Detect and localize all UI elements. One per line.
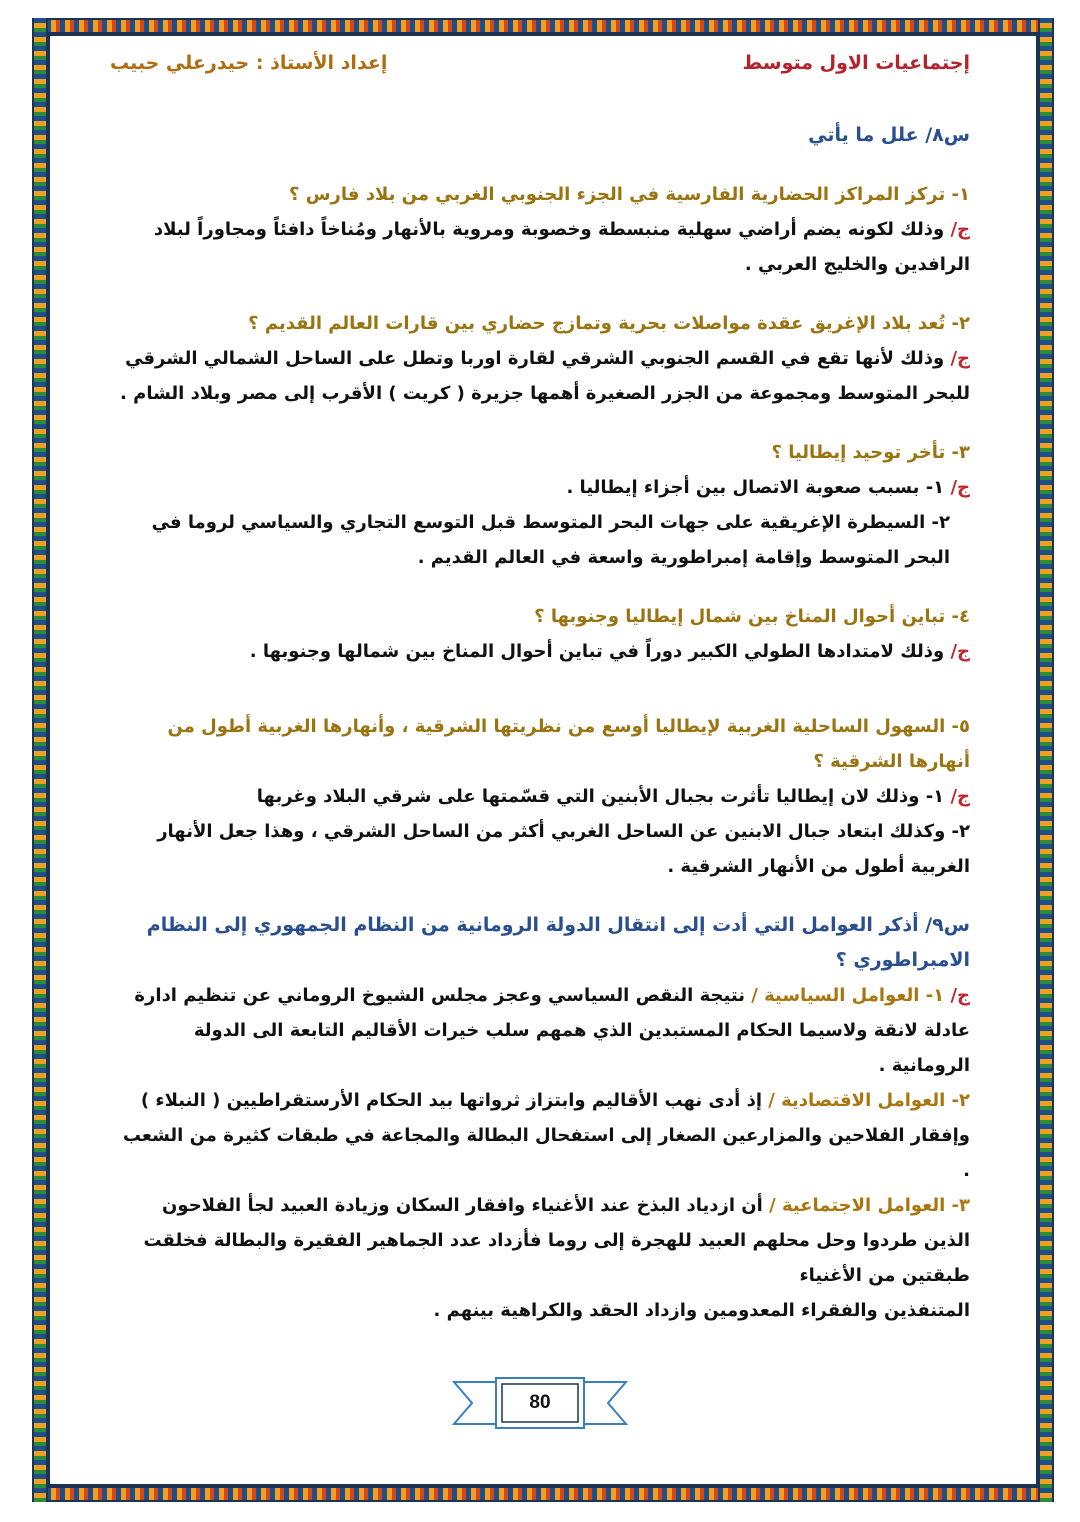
factor-text: نتيجة النقص السياسي وعجز مجلس الشيوخ الروماني عن تنظيم ادارة عادلة لانقة ولاسيما الحكام المستبدين الذي همهم سلب خيرات الأقاليم التابعة الى الدولة الرومانية . <box>134 985 970 1076</box>
answer-label: ج/ <box>950 786 970 807</box>
answer-text-1: ١- بسبب صعوبة الاتصال بين أجزاء إيطاليا . <box>566 477 945 498</box>
subject-title: إجتماعيات الاول متوسط <box>742 51 970 74</box>
answer-text: وذلك لأنها تقع في القسم الجنوبي الشرقي لقارة اوربا وتطل على الساحل الشمالي الشرقي للبحر المتوسط ومجموعة من الجزر الصغيرة أهمها جزيرة ( كريت ) الأقرب إلى مصر وبلاد الشام . <box>120 348 970 404</box>
question-9-title: س٩/ أذكر العوامل التي أدت إلى انتقال الدولة الرومانية من النظام الجمهوري إلى النظام الامبراطوري ؟ <box>146 914 970 971</box>
factor-social <box>110 1188 970 1293</box>
answer-text: وذلك لكونه يضم أراضي سهلية منبسطة وخصوبة ومروية بالأنهار ومُناخاً دافئاً ومجاوراً لبلاد الرافدين والخليج العربي . <box>153 219 970 275</box>
page-header <box>110 40 970 86</box>
answer-label: ج/ <box>950 348 970 369</box>
question-8-item-2 <box>110 306 970 411</box>
factor-text: أن ازدياد البذخ عند الأغنياء وافقار السكان وزيادة العبيد لجأ الفلاحون الذين طردوا وحل محلهم العبيد للهجرة إلى روما فأزداد عدد الجماهير الفقيرة والبطالة فخلقت طبقتين من الأغنياء <box>143 1195 970 1286</box>
factor-economic <box>110 1083 970 1188</box>
item-answer <box>110 779 970 814</box>
question-8-title: س٨/ علل ما يأتي <box>808 124 970 146</box>
factor-political <box>110 978 970 1083</box>
answer-text-1: ١- وذلك لان إيطاليا تأثرت بجبال الأبنين التي قسّمتها على شرقي البلاد وغربها <box>256 786 945 807</box>
question-8-item-1 <box>110 177 970 282</box>
factor-text: إذ أدى نهب الأقاليم وابتزاز ثرواتها بيد الحكام الأرستقراطيين ( النبلاء ) وإفقار الفلاحين والمزارعين الصغار إلى استفحال البطالة والمجاعة في طبقات كثيرة من الشعب . <box>122 1090 970 1181</box>
item-answer <box>110 470 970 505</box>
answer-label: ج/ <box>950 477 970 498</box>
question-8-item-4 <box>110 599 970 669</box>
answer-label: ج/ <box>950 985 970 1006</box>
item-question: ٢- تُعد بلاد الإغريق عقدة مواصلات بحرية وتمازج حضاري بين قارات العالم القديم ؟ <box>248 313 970 334</box>
item-answer <box>110 341 970 411</box>
factor-label: ٢- العوامل الاقتصادية / <box>768 1090 970 1111</box>
item-question: ١- تركز المراكز الحضارية الفارسية في الجزء الجنوبي الغربي من بلاد فارس ؟ <box>289 184 970 205</box>
question-8-item-3 <box>110 435 970 575</box>
item-answer <box>110 634 970 669</box>
answer-text-2: ٢- وكذلك ابتعاد جبال الابنين عن الساحل الغربي أكثر من الساحل الشرقي ، وهذا جعل الأنهار الغربية أطول من الأنهار الشرقية . <box>157 821 970 877</box>
item-answer <box>110 212 970 282</box>
author-credit: إعداد الأستاذ : حيدرعلي حبيب <box>110 51 388 74</box>
page-content <box>110 36 970 1484</box>
item-question: ٥- السهول الساحلية الغربية لإيطاليا أوسع من نظريتها الشرقية ، وأنهارها الغربية أطول من أنهارها الشرقية ؟ <box>167 716 970 772</box>
answer-text: وذلك لامتدادها الطولي الكبير دوراً في تباين أحوال المناخ بين شمالها وجنوبها . <box>249 641 945 662</box>
item-question: ٤- تباين أحوال المناخ بين شمال إيطاليا وجنوبها ؟ <box>534 606 970 627</box>
answer-label: ج/ <box>950 641 970 662</box>
page <box>48 34 1038 1486</box>
factor-social-continued: المتنفذين والفقراء المعدومين وازداد الحقد والكراهية بينهم . <box>433 1300 970 1321</box>
factor-label: ١- العوامل السياسية / <box>751 985 945 1006</box>
item-question: ٣- تأخر توحيد إيطاليا ؟ <box>771 442 970 463</box>
question-8-item-5 <box>110 709 970 884</box>
answer-label: ج/ <box>950 219 970 240</box>
answer-text-2: ٢- السيطرة الإغريقية على جهات البحر المتوسط قبل التوسع التجاري والسياسي لروما في البحر المتوسط وإقامة إمبراطورية واسعة في العالم القديم . <box>151 512 950 568</box>
page-number: 80 <box>529 1392 551 1413</box>
question-9 <box>110 908 970 1328</box>
factor-label: ٣- العوامل الاجتماعية / <box>769 1195 970 1216</box>
